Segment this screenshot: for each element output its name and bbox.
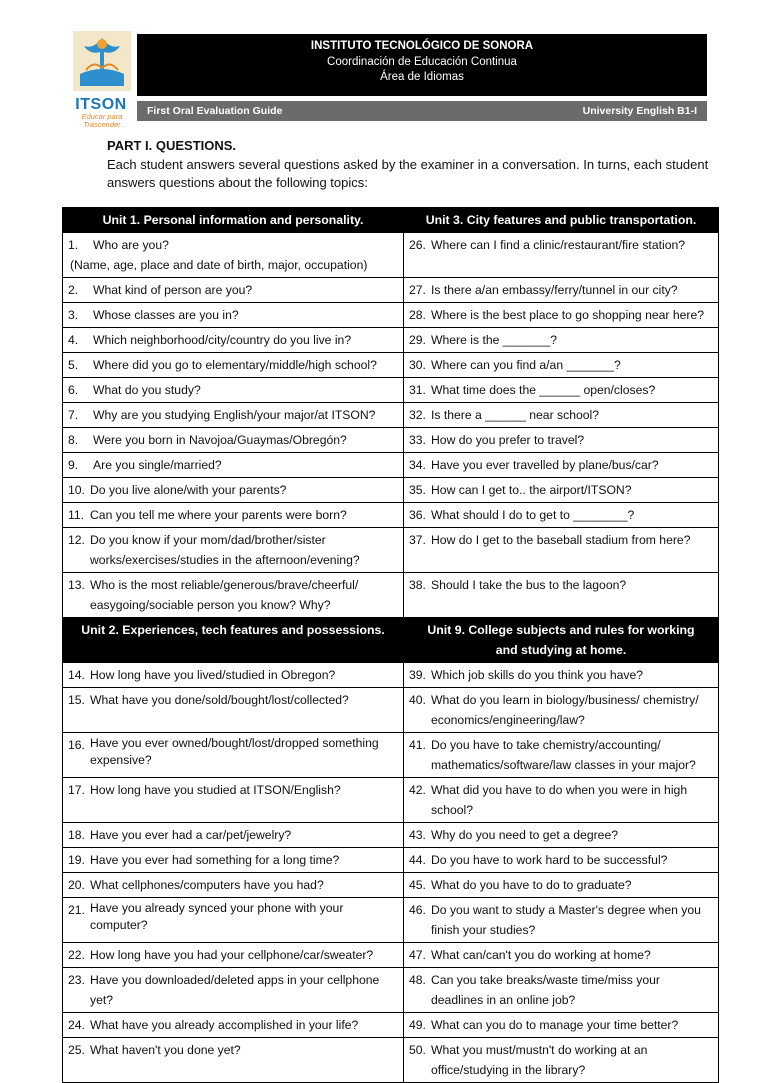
table-row xyxy=(63,823,719,848)
question-40: 40. What do you learn in biology/business/ chemistry/ economics/engineering/law? xyxy=(409,693,699,727)
question-25: 25. What haven't you done yet? xyxy=(68,1043,241,1057)
table-row xyxy=(63,663,719,688)
question-12: 12. Do you know if your mom/dad/brother/sister works/exercises/studies in the afternoon/evening? xyxy=(68,533,360,567)
table-row xyxy=(63,503,719,528)
question-43: 43. Why do you need to get a degree? xyxy=(409,828,619,842)
unit9-heading xyxy=(404,618,719,663)
unit3-heading: Unit 3. City features and public transportation. xyxy=(404,208,719,233)
question-44: 44. Do you have to work hard to be successful? xyxy=(409,853,668,867)
question-47: 47. What can/can't you do working at home? xyxy=(409,948,651,962)
question-3: 3. Whose classes are you in? xyxy=(68,308,239,322)
question-11: 11. Can you tell me where your parents were born? xyxy=(68,508,347,522)
guide-title: First Oral Evaluation Guide xyxy=(147,105,283,117)
question-48: 48. Can you take breaks/waste time/miss your deadlines in an online job? xyxy=(409,973,660,1007)
question-4: 4. Which neighborhood/city/country do you live in? xyxy=(68,333,352,347)
question-35: 35. How can I get to.. the airport/ITSON? xyxy=(409,483,632,497)
question-15: 15. What have you done/sold/bought/lost/collected? xyxy=(68,693,349,707)
guide-bar xyxy=(137,101,707,121)
question-20: 20. What cellphones/computers have you had? xyxy=(68,878,324,892)
table-row xyxy=(63,328,719,353)
institution-header xyxy=(137,34,707,96)
question-23: 23. Have you downloaded/deleted apps in your cellphone yet? xyxy=(68,973,380,1007)
instructions-text: Each student answers several questions asked by the examiner in a conversation. In turns, each student answers questions about the following topics: xyxy=(107,156,709,190)
question-17: 17. How long have you studied at ITSON/English? xyxy=(68,783,341,797)
question-31: 31. What time does the ______ open/closes? xyxy=(409,383,656,397)
question-41: 41. Do you have to take chemistry/accounting/ mathematics/software/law classes in your major? xyxy=(409,738,696,772)
question-9: 9. Are you single/married? xyxy=(68,458,222,472)
question-2: 2. What kind of person are you? xyxy=(68,283,253,297)
question-10: 10. Do you live alone/with your parents? xyxy=(68,483,287,497)
table-header-row xyxy=(63,618,719,663)
question-49: 49. What can you do to manage your time better? xyxy=(409,1018,679,1032)
table-row xyxy=(63,353,719,378)
instructions xyxy=(107,137,717,193)
question-45: 45. What do you have to do to graduate? xyxy=(409,878,632,892)
table-row xyxy=(63,378,719,403)
unit2-heading: Unit 2. Experiences, tech features and possessions. xyxy=(63,618,404,663)
question-37: 37. How do I get to the baseball stadium from here? xyxy=(409,533,691,547)
table-row xyxy=(63,873,719,898)
table-row xyxy=(63,1038,719,1083)
table-row xyxy=(63,848,719,873)
itson-logo xyxy=(72,30,132,130)
table-row xyxy=(63,898,719,943)
question-19: 19. Have you ever had something for a long time? xyxy=(68,853,340,867)
table-row xyxy=(63,733,719,778)
unit9-heading-line2: and studying at home. xyxy=(495,643,627,657)
part-heading: PART I. QUESTIONS. xyxy=(107,138,237,153)
question-24: 24. What have you already accomplished in your life? xyxy=(68,1018,359,1032)
table-row xyxy=(63,428,719,453)
table-row xyxy=(63,478,719,503)
table-row xyxy=(63,453,719,478)
question-18: 18. Have you ever had a car/pet/jewelry? xyxy=(68,828,292,842)
table-row xyxy=(63,688,719,733)
table-row xyxy=(63,943,719,968)
table-row xyxy=(63,528,719,573)
question-13: 13. Who is the most reliable/generous/brave/cheerful/ easygoing/sociable person you know? Why? xyxy=(68,578,359,612)
table-row xyxy=(63,303,719,328)
question-26: 26. Where can I find a clinic/restaurant/fire station? xyxy=(409,238,686,252)
question-1-sub: (Name, age, place and date of birth, major, occupation) xyxy=(70,258,368,272)
area-name: Área de Idiomas xyxy=(380,71,464,83)
question-50: 50. What you must/mustn't do working at an office/studying in the library? xyxy=(409,1043,648,1077)
question-28: 28. Where is the best place to go shopping near here? xyxy=(409,308,705,322)
table-row xyxy=(63,403,719,428)
logo-wordmark: ITSON xyxy=(75,96,127,113)
table-row xyxy=(63,1013,719,1038)
itson-emblem-icon xyxy=(72,30,132,92)
course-name: University English B1-I xyxy=(582,105,697,117)
table-header-row xyxy=(63,208,719,233)
institution-name: INSTITUTO TECNOLÓGICO DE SONORA xyxy=(310,40,534,52)
question-8: 8. Were you born in Navojoa/Guaymas/Obregón? xyxy=(68,433,347,447)
question-27: 27. Is there a/an embassy/ferry/tunnel in our city? xyxy=(409,283,678,297)
question-36: 36. What should I do to get to ________? xyxy=(409,508,635,522)
questions-table xyxy=(62,207,719,1083)
unit9-heading-line1: Unit 9. College subjects and rules for working xyxy=(427,623,695,637)
unit1-heading: Unit 1. Personal information and personality. xyxy=(63,208,404,233)
question-14: 14. How long have you lived/studied in Obregon? xyxy=(68,668,336,682)
question-1: 1. Who are you? xyxy=(68,238,169,252)
question-16: 16. Have you ever owned/bought/lost/dropped something expensive? xyxy=(68,736,379,767)
question-39: 39. Which job skills do you think you have? xyxy=(409,668,644,682)
question-32: 32. Is there a ______ near school? xyxy=(409,408,600,422)
question-42: 42. What did you have to do when you were in high school? xyxy=(409,783,688,817)
question-46: 46. Do you want to study a Master's degree when you finish your studies? xyxy=(409,903,701,937)
table-row xyxy=(63,573,719,618)
department-name: Coordinación de Educación Continua xyxy=(327,55,517,68)
question-7: 7. Why are you studying English/your major/at ITSON? xyxy=(68,408,376,422)
table-row xyxy=(63,778,719,823)
question-30: 30. Where can you find a/an _______? xyxy=(409,358,621,372)
logo-tagline-1: Educar para xyxy=(81,112,123,121)
table-row xyxy=(63,233,719,278)
table-row xyxy=(63,278,719,303)
logo-tagline-2: Trascender xyxy=(83,120,121,129)
question-29: 29. Where is the _______? xyxy=(409,333,558,347)
question-21: 21. Have you already synced your phone with your computer? xyxy=(68,901,344,932)
question-6: 6. What do you study? xyxy=(68,383,201,397)
question-34: 34. Have you ever travelled by plane/bus/car? xyxy=(409,458,659,472)
question-5: 5. Where did you go to elementary/middle/high school? xyxy=(68,358,377,372)
table-row xyxy=(63,968,719,1013)
question-22: 22. How long have you had your cellphone/car/sweater? xyxy=(68,948,374,962)
question-38: 38. Should I take the bus to the lagoon? xyxy=(409,578,627,592)
question-33: 33. How do you prefer to travel? xyxy=(409,433,585,447)
